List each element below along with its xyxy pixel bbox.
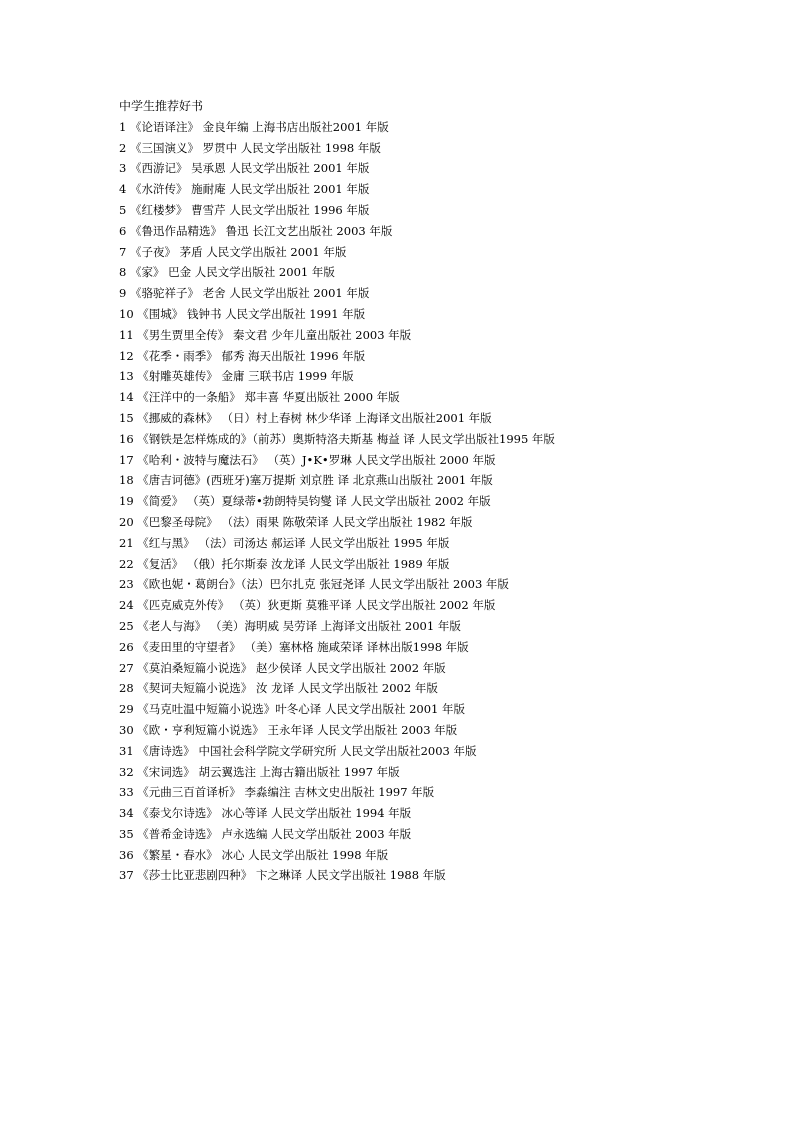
book-list-item: 16 《钢铁是怎样炼成的》（前苏）奥斯特洛夫斯基 梅益 译 人民文学出版社1995 年版 xyxy=(119,431,555,446)
book-list-item: 36 《繁星・春水》 冰心 人民文学出版社 1998 年版 xyxy=(119,847,389,862)
book-list-item: 28 《契诃夫短篇小说选》 汝 龙译 人民文学出版社 2002 年版 xyxy=(119,681,438,696)
book-list-item: 13 《射雕英雄传》 金庸 三联书店 1999 年版 xyxy=(119,369,354,384)
book-list-item: 20 《巴黎圣母院》 （法）雨果 陈敬荣译 人民文学出版社 1982 年版 xyxy=(119,514,473,529)
book-list-item: 32 《宋词选》 胡云翼选注 上海古籍出版社 1997 年版 xyxy=(119,764,400,779)
book-list-item: 2 《三国演义》 罗贯中 人民文学出版社 1998 年版 xyxy=(119,140,381,155)
book-list-item: 29 《马克吐温中短篇小说选》叶冬心译 人民文学出版社 2001 年版 xyxy=(119,702,466,717)
book-list-item: 3 《西游记》 吴承恩 人民文学出版社 2001 年版 xyxy=(119,161,370,176)
book-list-item: 26 《麦田里的守望者》 （美）塞林格 施咸荣译 译林出版1998 年版 xyxy=(119,639,469,654)
book-list-item: 34 《泰戈尔诗选》 冰心等译 人民文学出版社 1994 年版 xyxy=(119,806,412,821)
book-list xyxy=(119,117,759,886)
book-list-item: 15 《挪威的森林》 （日）村上春树 林少华译 上海译文出版社2001 年版 xyxy=(119,410,492,425)
book-list-item: 6 《鲁迅作品精选》 鲁迅 长江文艺出版社 2003 年版 xyxy=(119,223,393,238)
book-list-item: 27 《莫泊桑短篇小说选》 赵少侯译 人民文学出版社 2002 年版 xyxy=(119,660,446,675)
book-list-item: 33 《元曲三百首译析》 李淼编注 吉林文史出版社 1997 年版 xyxy=(119,785,435,800)
book-list-item: 24 《匹克威克外传》 （英）狄更斯 莫雅平译 人民文学出版社 2002 年版 xyxy=(119,598,496,613)
book-list-item: 23 《欧也妮・葛朗台》（法）巴尔扎克 张冠尧译 人民文学出版社 2003 年版 xyxy=(119,577,509,592)
book-list-item: 12 《花季・雨季》 郁秀 海天出版社 1996 年版 xyxy=(119,348,366,363)
book-list-item: 18 《唐吉诃德》(西班牙)塞万提斯 刘京胜 译 北京燕山出版社 2001 年版 xyxy=(119,473,493,488)
document-title: 中学生推荐好书 xyxy=(119,99,204,113)
book-list-item: 8 《家》 巴金 人民文学出版社 2001 年版 xyxy=(119,265,335,280)
book-list-item: 31 《唐诗选》 中国社会科学院文学研究所 人民文学出版社2003 年版 xyxy=(119,743,477,758)
book-list-item: 17 《哈利・波特与魔法石》 （英）J•K•罗琳 人民文学出版社 2000 年版 xyxy=(119,452,496,467)
book-list-item: 35 《普希金诗选》 卢永选编 人民文学出版社 2003 年版 xyxy=(119,826,412,841)
book-list-item: 14 《汪洋中的一条船》 郑丰喜 华夏出版社 2000 年版 xyxy=(119,390,400,405)
book-list-item: 4 《水浒传》 施耐庵 人民文学出版社 2001 年版 xyxy=(119,182,370,197)
book-list-item: 22 《复活》 （俄）托尔斯泰 汝龙译 人民文学出版社 1989 年版 xyxy=(119,556,450,571)
document-page xyxy=(119,96,759,886)
book-list-item: 5 《红楼梦》 曹雪芹 人民文学出版社 1996 年版 xyxy=(119,202,370,217)
book-list-item: 37 《莎士比亚悲剧四种》 卞之琳译 人民文学出版社 1988 年版 xyxy=(119,868,446,883)
book-list-item: 9 《骆驼祥子》 老舍 人民文学出版社 2001 年版 xyxy=(119,286,370,301)
book-list-item: 7 《子夜》 茅盾 人民文学出版社 2001 年版 xyxy=(119,244,347,259)
book-list-item: 10 《围城》 钱钟书 人民文学出版社 1991 年版 xyxy=(119,306,366,321)
book-list-item: 30 《欧・亨利短篇小说选》 王永年译 人民文学出版社 2003 年版 xyxy=(119,722,458,737)
book-list-item: 11 《男生贾里全传》 秦文君 少年儿童出版社 2003 年版 xyxy=(119,327,412,342)
book-list-item: 25 《老人与海》 （美）海明威 吴劳译 上海译文出版社 2001 年版 xyxy=(119,618,461,633)
book-list-item: 21 《红与黑》 （法）司汤达 郝运译 人民文学出版社 1995 年版 xyxy=(119,535,450,550)
book-list-item: 19 《简爱》 （英）夏绿蒂•勃朗特吴钧燮 译 人民文学出版社 2002 年版 xyxy=(119,494,491,509)
book-list-item: 1 《论语译注》 金良年编 上海书店出版社2001 年版 xyxy=(119,119,389,134)
